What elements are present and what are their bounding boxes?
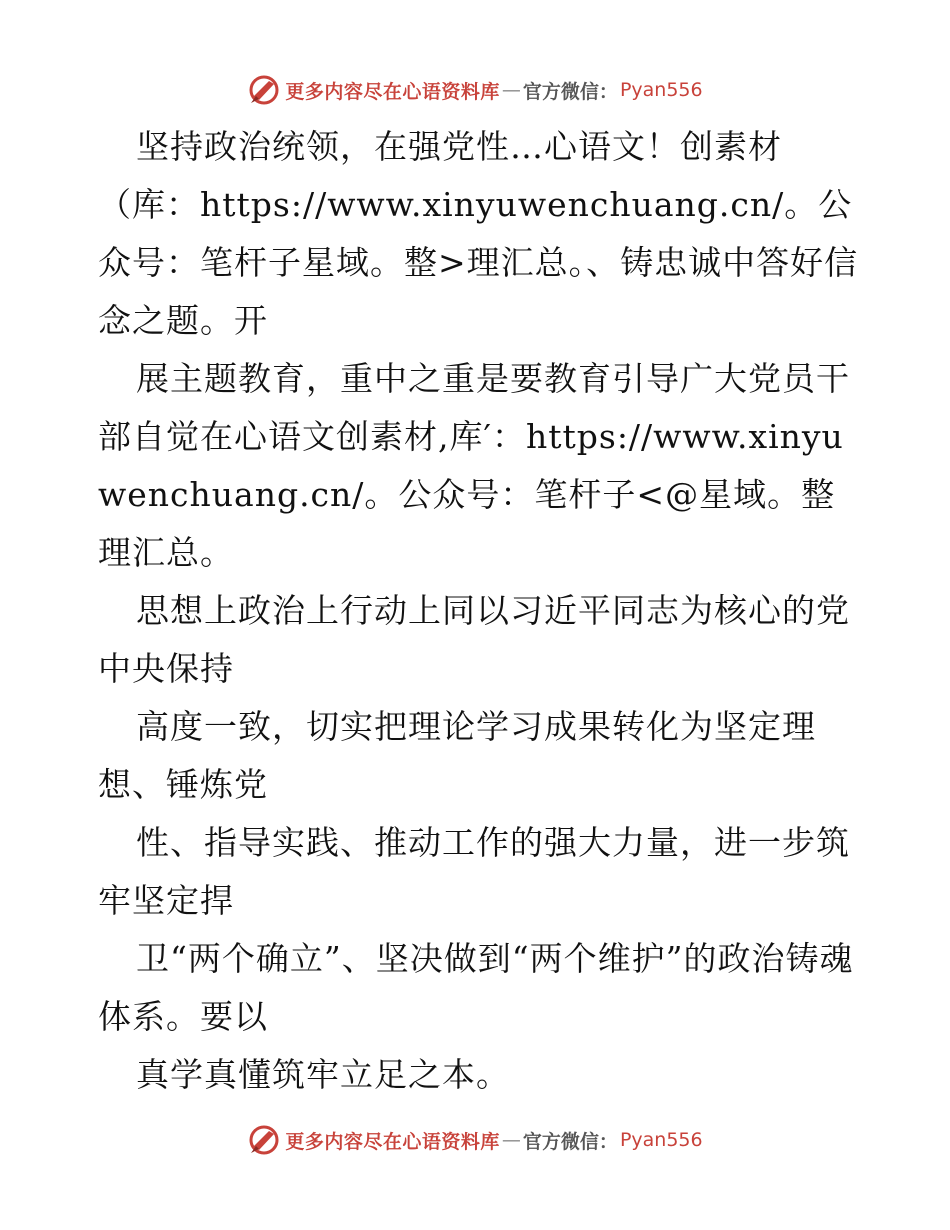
banner-main-text: 更多内容尽在心语资料库 [285,1130,500,1153]
paragraph-4: 高度一致，切实把理论学习成果转化为坚定理想、锤炼党 [98,707,816,804]
paragraph-7: 真学真懂筑牢立足之本。 [136,1055,510,1094]
brush-logo-icon [247,73,281,107]
banner-wechat-id: Pyan556 [619,1129,703,1151]
brush-logo-icon [247,1123,281,1157]
paragraph-1: 坚持政治统领，在强党性…心语文！创素材（库：https://www.xinyuwenchuang.cn/。公众号：笔杆子星域。整>理汇总。、铸忠诚中答好信念之题。开 [98,127,859,340]
paragraph-5: 性、指导实践、推动工作的强大力量，进一步筑牢坚定捍 [98,823,850,920]
banner-wechat-id: Pyan556 [619,79,703,101]
banner-wechat-label: 官方微信： [522,1130,618,1153]
banner-wechat-label: 官方微信： [522,80,618,103]
paragraph-6: 卫“两个确立”、坚决做到“两个维护”的政治铸魂体系。要以 [98,939,854,1036]
banner-main-text: 更多内容尽在心语资料库 [285,80,500,103]
paragraph-2: 展主题教育，重中之重是要教育引导广大党员干部自觉在心语文创素材,库′：https://www.xinyuwenchuang.cn/。公众号：笔杆子<@星域。整理汇总。 [98,359,850,572]
document-body [98,118,868,1104]
banner-dash: — [501,79,521,101]
footer-banner [0,1120,950,1160]
header-banner [0,70,950,110]
paragraph-3: 思想上政治上行动上同以习近平同志为核心的党中央保持 [98,591,850,688]
banner-dash: — [501,1129,521,1151]
